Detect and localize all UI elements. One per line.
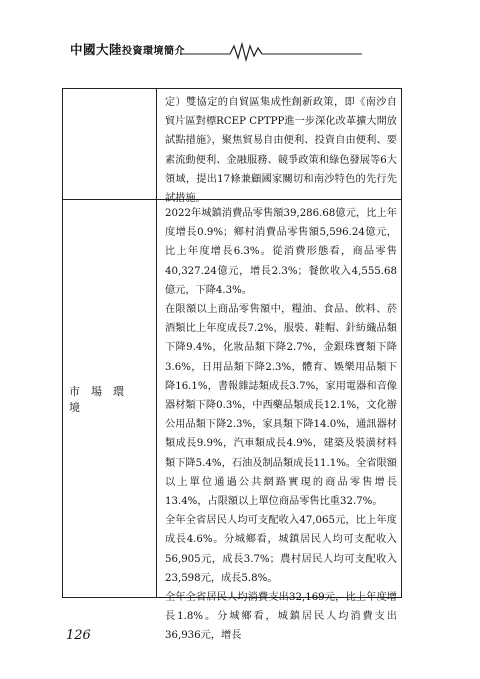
column-divider: [156, 89, 157, 597]
row2-content: [165, 204, 397, 646]
row2-paragraph-2: 在限額以上商品零售額中，糧油、食品、飲料、菸酒類比上年度成長7.2%，服裝、鞋帽、針紡織品類下降9.4%，化妝品類下降2.7%，金銀珠寶類下降3.6%，日用品類下降2.3%，體育、娛樂用品類下降16.1%，書報雜誌類成長3.7%，家用電器和音像器材類下降0.3%，中西藥品類成長12.1%，文化辦公用品類下降2.3%，家具類下降14.0%，通訊器材類成長9.9%，汽車類成長4.9%，建築及裝潢材料類下降5.4%，石油及制品類成長11.1%。全省限額以上單位通過公共網路實現的商品零售增長13.4%，占限額以上單位商品零售比重32.7%。: [165, 304, 397, 508]
header-title-main: 中國大陸: [70, 42, 123, 57]
running-header: [62, 36, 422, 62]
row2-label: 市場環境: [69, 385, 135, 414]
row1-content: [165, 93, 397, 208]
header-title: [70, 40, 185, 58]
row2-paragraph-3: 全年全省居民人均可支配收入47,065元，比上年度成長4.6%。分城鄉看，城鎮居民人均可支配收入56,905元，成長3.7%；農村居民人均可支配收入23,598元，成長5.8%。: [165, 515, 397, 584]
row2-paragraph-4: 全年全省居民人均消費支出32,169元，比上年度增長1.8%。分城鄉看，城鎮居民人均消費支出36,936元，增長: [165, 592, 397, 642]
page-number: 126: [66, 628, 91, 643]
row1-paragraph: 定）雙協定的自貿區集成性創新政策，即《南沙自貿片區對標RCEP CPTPP進一步深化改革擴大開放試點措施》，聚焦貿易自由便利、投資自由便利、要素流動便利、金融服務、競爭政策和綠色發展等6大領域，提出17條兼顧國家關切和南沙特色的先行先試措施。: [165, 97, 397, 205]
row2-paragraph-1: 2022年城鎮消費品零售額39,286.68億元，比上年度增長0.9%；鄉村消費品零售額5,596.24億元，比上年度增長6.3%。從消費形態看，商品零售40,327.24億元，增長2.3%；餐飲收入4,555.68億元，下降4.3%。: [165, 208, 397, 296]
header-title-small: 投資環境簡介: [122, 46, 186, 57]
